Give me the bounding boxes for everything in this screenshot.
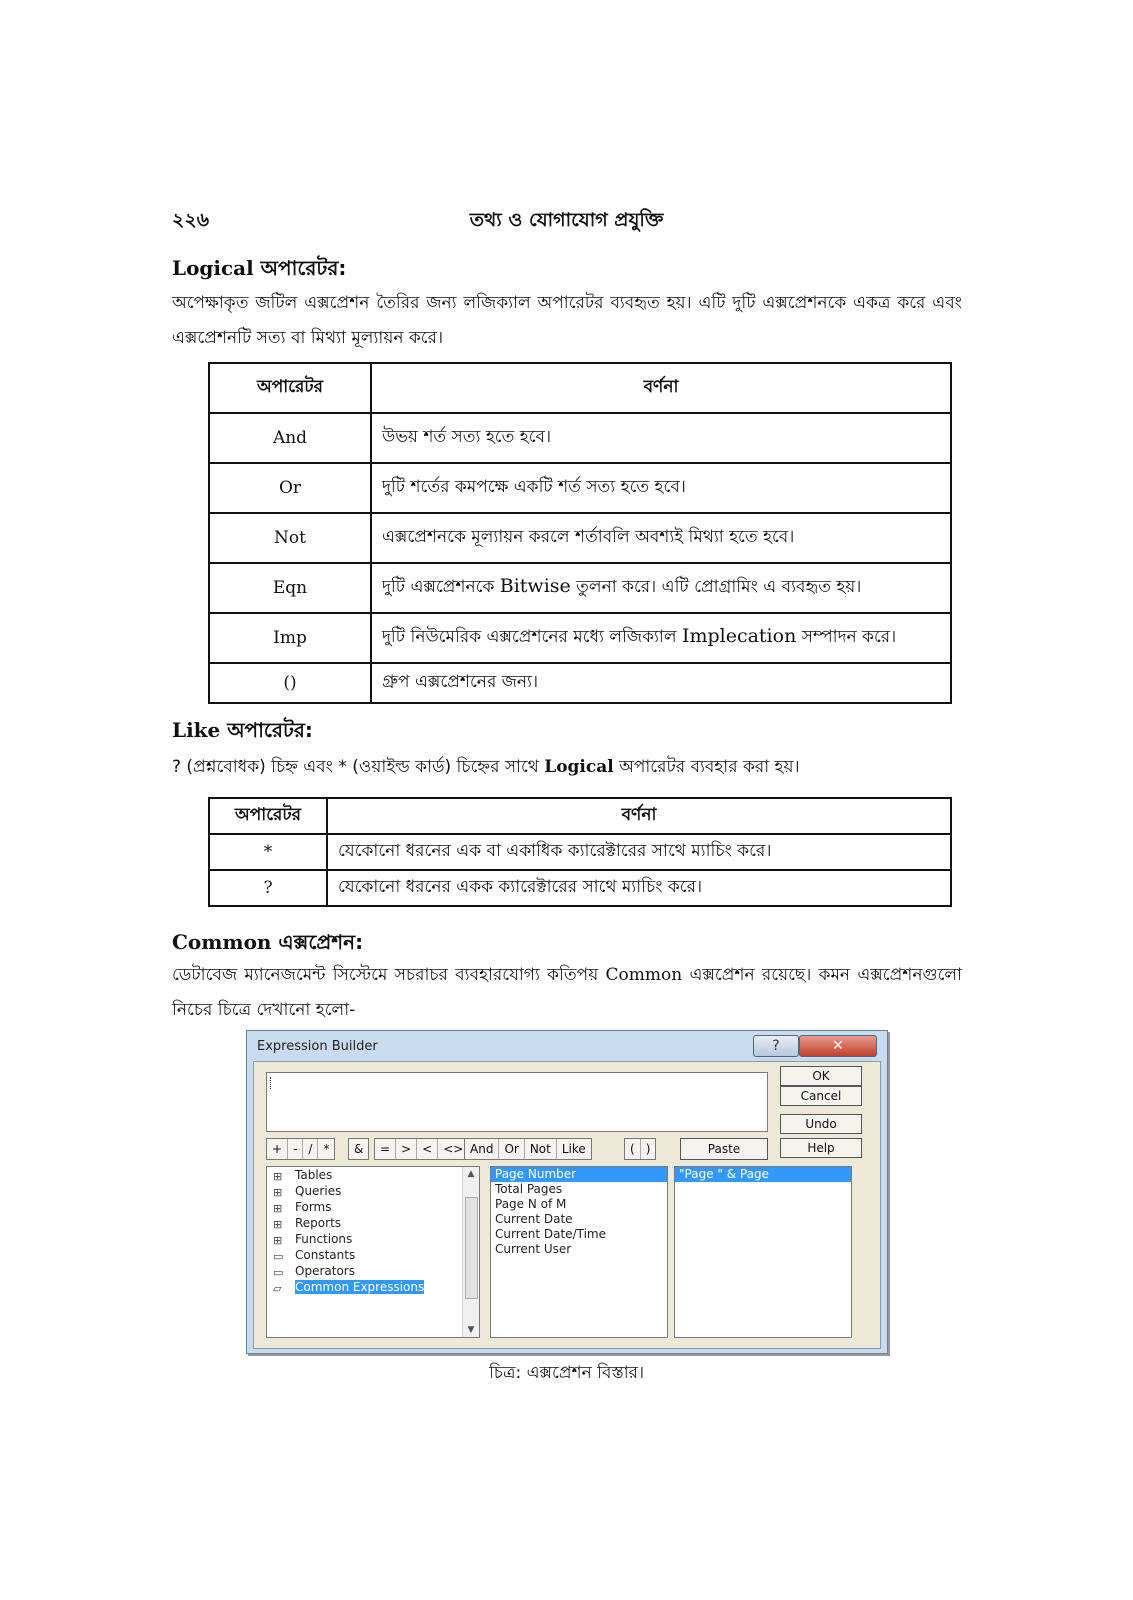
expand-icon[interactable]: ⊞ — [273, 1186, 283, 1199]
list-item[interactable]: Current Date/Time — [495, 1227, 606, 1241]
logical-heading — [172, 254, 346, 287]
like-paragraph-text: অপারেটর ব্যবহার করা হয়। — [613, 757, 800, 777]
description-text: তুলনা করে। এটি প্রোগ্রামিং এ ব্যবহৃত হয়। — [570, 577, 862, 597]
list-item[interactable]: Page N of M — [495, 1197, 567, 1211]
description-cell: গ্রুপ এক্সপ্রেশনের জন্য। — [371, 663, 951, 703]
operator-cell: And — [209, 413, 371, 463]
like-heading-latin: Like — [172, 718, 221, 742]
operator-button-less[interactable]: < — [417, 1139, 438, 1159]
expand-icon[interactable]: ⊞ — [273, 1234, 283, 1247]
table-row — [209, 870, 951, 906]
description-cell: যেকোনো ধরনের এক বা একাধিক ক্যারেক্টারের সাথে ম্যাচিং করে। — [327, 834, 951, 870]
expression-input[interactable] — [266, 1072, 768, 1132]
operator-cell: Eqn — [209, 563, 371, 613]
common-paragraph-latin: Common — [605, 965, 683, 985]
description-cell: দুটি শর্তের কমপক্ষে একটি শর্ত সত্য হতে হবে। — [371, 463, 951, 513]
figure-caption: চিত্র: এক্সপ্রেশন বিস্তার। — [488, 1363, 645, 1383]
comparison-operator-bar — [374, 1138, 469, 1160]
open-folder-icon: ▱ — [273, 1282, 282, 1295]
ok-button[interactable]: OK — [780, 1066, 862, 1086]
table-row — [209, 613, 951, 663]
operator-button-not-equal[interactable]: <> — [443, 1142, 464, 1156]
operator-button-or[interactable]: Or — [499, 1139, 524, 1159]
like-heading — [172, 716, 313, 749]
description-latin: Implecation — [681, 625, 797, 647]
list-item[interactable]: "Page " & Page — [675, 1167, 851, 1182]
tree-item-queries[interactable]: ⊞ Queries — [273, 1184, 342, 1199]
tree-item-constants[interactable]: ▭ Constants — [273, 1248, 356, 1263]
expression-builder-dialog — [246, 1030, 888, 1354]
operator-button-multiply[interactable]: * — [323, 1142, 330, 1156]
tree-item-tables[interactable]: ⊞ Tables — [273, 1168, 333, 1183]
page-number: ২২৬ — [172, 209, 210, 231]
operator-button-greater[interactable]: > — [396, 1139, 417, 1159]
category-list[interactable] — [490, 1166, 668, 1338]
description-cell: উভয় শর্ত সত্য হতে হবে। — [371, 413, 951, 463]
tree-item-operators[interactable]: ▭ Operators — [273, 1264, 355, 1279]
operator-button-equals[interactable]: = — [375, 1139, 396, 1159]
like-operator-table — [208, 797, 952, 907]
help-button[interactable]: Help — [780, 1138, 862, 1158]
common-paragraph-text: ডেটাবেজ ম্যানেজমেন্ট সিস্টেমে সচরাচর ব্যবহারযোগ্য কতিপয় — [172, 965, 606, 985]
concat-operator-bar — [348, 1138, 369, 1160]
operator-button-plus[interactable]: + — [267, 1139, 288, 1159]
close-button[interactable]: ✕ — [799, 1035, 877, 1057]
like-paragraph — [172, 750, 962, 785]
table-header-description: বর্ণনা — [327, 798, 951, 834]
list-item[interactable]: Total Pages — [495, 1182, 563, 1196]
paste-button[interactable]: Paste — [680, 1138, 768, 1160]
table-row — [209, 563, 951, 613]
text-caret — [270, 1077, 272, 1089]
logical-paragraph: অপেক্ষাকৃত জটিল এক্সপ্রেশন তৈরির জন্য লজিক্যাল অপারেটর ব্যবহৃত হয়। এটি দুটি এক্সপ্রেশনকে একত্র করে এবং এক্সপ্রেশনটি সত্য বা মিথ্যা মূল্যায়ন করে। — [172, 293, 962, 348]
description-cell: যেকোনো ধরনের একক ক্যারেক্টারের সাথে ম্যাচিং করে। — [327, 870, 951, 906]
table-row — [209, 834, 951, 870]
like-heading-bn: অপারেটর: — [220, 718, 313, 742]
like-paragraph-latin: Logical — [544, 757, 614, 777]
expand-icon[interactable]: ⊞ — [273, 1202, 283, 1215]
common-heading-latin: Common — [172, 930, 272, 954]
like-paragraph-text: ? (প্রশ্নবোধক) চিহ্ন এবং * (ওয়াইল্ড কার্ড) চিহ্নের সাথে — [172, 757, 545, 777]
operator-button-open-paren[interactable]: ( — [625, 1139, 641, 1159]
operator-cell: ? — [209, 870, 327, 906]
description-text: দুটি নিউমেরিক এক্সপ্রেশনের মধ্যে লজিক্যাল — [382, 627, 682, 647]
list-item[interactable]: Current User — [495, 1242, 572, 1256]
operator-cell: Or — [209, 463, 371, 513]
arithmetic-operator-bar — [266, 1138, 335, 1160]
dialog-title: Expression Builder — [257, 1039, 378, 1054]
logical-heading-latin: Logical — [172, 256, 254, 280]
operator-button-and[interactable]: And — [465, 1139, 499, 1159]
operator-button-like[interactable]: Like — [561, 1142, 586, 1156]
operator-button-not[interactable]: Not — [525, 1139, 557, 1159]
undo-button[interactable]: Undo — [780, 1114, 862, 1134]
common-paragraph — [172, 958, 962, 1028]
operator-cell: () — [209, 663, 371, 703]
table-row — [209, 513, 951, 563]
scroll-thumb[interactable] — [465, 1197, 478, 1299]
folder-icon: ▭ — [273, 1266, 284, 1279]
logical-operator-table — [208, 362, 952, 704]
tree-item-reports[interactable]: ⊞ Reports — [273, 1216, 342, 1231]
operator-button-close-paren[interactable]: ) — [645, 1142, 651, 1156]
list-item[interactable]: Page Number — [491, 1167, 667, 1182]
object-tree[interactable] — [266, 1166, 480, 1338]
running-title: তথ্য ও যোগাযোগ প্রযুক্তি — [469, 209, 664, 231]
operator-button-divide[interactable]: / — [303, 1139, 318, 1159]
dialog-body — [253, 1061, 881, 1349]
expand-icon[interactable]: ⊞ — [273, 1218, 283, 1231]
operator-cell: Not — [209, 513, 371, 563]
common-heading-bn: এক্সপ্রেশন: — [271, 930, 364, 954]
scroll-up-icon[interactable]: ▲ — [467, 1169, 475, 1179]
common-heading — [172, 928, 363, 961]
table-row — [209, 463, 951, 513]
description-text: দুটি এক্সপ্রেশনকে — [382, 577, 500, 597]
scroll-down-icon[interactable]: ▼ — [467, 1325, 475, 1335]
paren-operator-bar — [624, 1138, 656, 1160]
list-item[interactable]: Current Date — [495, 1212, 573, 1226]
operator-cell: * — [209, 834, 327, 870]
description-cell: এক্সপ্রেশনকে মূল্যায়ন করলে শর্তাবলি অবশ্যই মিথ্যা হতে হবে। — [371, 513, 951, 563]
folder-icon: ▭ — [273, 1250, 284, 1263]
operator-button-minus[interactable]: - — [288, 1139, 303, 1159]
operator-button-ampersand[interactable]: & — [354, 1142, 364, 1156]
value-list[interactable] — [674, 1166, 852, 1338]
description-latin: Bitwise — [499, 575, 571, 597]
table-header-operator: অপারেটর — [209, 363, 371, 413]
operator-cell: Imp — [209, 613, 371, 663]
logical-operator-bar — [464, 1138, 592, 1160]
tree-item-forms[interactable]: ⊞ Forms — [273, 1200, 332, 1215]
expand-icon[interactable]: ⊞ — [273, 1170, 283, 1183]
help-title-button[interactable]: ? — [753, 1035, 799, 1057]
table-header-description: বর্ণনা — [371, 363, 951, 413]
description-text: সম্পাদন করে। — [796, 627, 897, 647]
tree-scrollbar[interactable] — [462, 1167, 479, 1337]
cancel-button[interactable]: Cancel — [780, 1086, 862, 1106]
table-row — [209, 413, 951, 463]
logical-heading-bn: অপারেটর: — [253, 256, 347, 280]
table-header-operator: অপারেটর — [209, 798, 327, 834]
description-cell — [371, 613, 951, 663]
description-cell — [371, 563, 951, 613]
tree-item-common-expressions[interactable]: ▱ Common Expressions — [273, 1280, 425, 1295]
common-paragraph-text: এক্সপ্রেশন রয়েছে। কমন এক্সপ্রেশনগুলো নিচের চিত্রে দেখানো হলো- — [172, 965, 962, 1020]
tree-item-functions[interactable]: ⊞ Functions — [273, 1232, 353, 1247]
table-row — [209, 663, 951, 703]
